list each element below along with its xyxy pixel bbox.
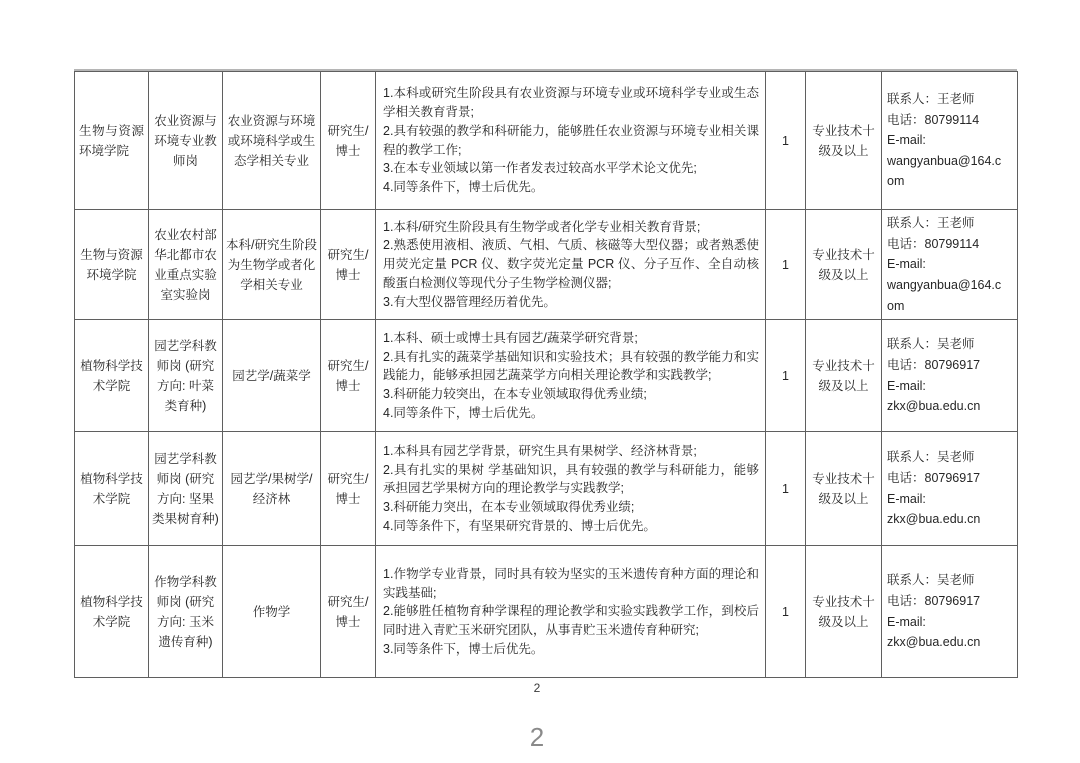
requirement-item: 2.具有扎实的蔬菜学基础知识和实验技术；具有较强的教学能力和实践能力，能够承担园艺蔬菜学方向相关理论教学和实践教学; <box>383 349 759 383</box>
requirement-item: 1.本科或研究生阶段具有农业资源与环境专业或环境科学专业或生态学相关教育背景; <box>383 86 759 119</box>
college-cell: 生物与资源环境学院 <box>75 210 149 320</box>
requirement-item: 2.具有扎实的果树 学基础知识，具有较强的教学与科研能力，能够承担园艺学果树方向的理论教学与实践教学; <box>383 462 759 496</box>
degree-cell: 研究生/博士 <box>321 320 376 432</box>
viewer-page-indicator: 2 <box>529 722 545 752</box>
contact-email: wangyanbua@164.com <box>887 277 1002 313</box>
degree-cell: 研究生/博士 <box>321 72 376 210</box>
title-level-cell: 专业技术十级及以上 <box>806 72 882 210</box>
contact-cell <box>882 320 1018 432</box>
contact-email-label: E-mail: <box>887 257 926 272</box>
contact-cell <box>882 210 1018 320</box>
contact-phone: 电话：80796917 <box>887 471 981 485</box>
major-cell: 作物学 <box>223 546 321 678</box>
degree-cell: 研究生/博士 <box>321 546 376 678</box>
contact-person: 联系人：王老师 <box>887 91 975 106</box>
requirement-item: 4.同等条件下，博士后优先。 <box>383 405 544 420</box>
contact-phone: 电话：80799114 <box>887 112 980 127</box>
title-level-cell: 专业技术十级及以上 <box>806 546 882 678</box>
position-cell: 作物学科教师岗 (研究方向: 玉米遗传育种) <box>149 546 223 678</box>
table-row <box>75 546 1018 678</box>
contact-cell <box>882 546 1018 678</box>
contact-person: 联系人：吴老师 <box>887 450 975 465</box>
table-row <box>75 320 1018 432</box>
college-cell: 植物科学技术学院 <box>75 546 149 678</box>
document-page-number: 2 <box>533 681 541 695</box>
requirements-cell <box>376 72 766 210</box>
contact-phone: 电话：80799114 <box>887 236 980 251</box>
contact-email: wangyanbua@164.com <box>887 153 1002 189</box>
requirement-item: 3.有大型仪器管理经历着优先。 <box>383 294 556 309</box>
contact-cell <box>882 432 1018 546</box>
table-row <box>75 432 1018 546</box>
title-level-cell: 专业技术十级及以上 <box>806 432 882 546</box>
requirement-item: 3.在本专业领域以第一作者发表过较高水平学术论文优先; <box>383 161 697 176</box>
requirements-cell <box>376 210 766 320</box>
contact-email: zkx@bua.edu.cn <box>887 399 981 414</box>
requirement-item: 2.能够胜任植物育种学课程的理论教学和实验实践教学工作，到校后同时进入青贮玉米研究团队，从事青贮玉米遗传育种研究; <box>383 604 759 637</box>
headcount-cell: 1 <box>766 72 806 210</box>
requirement-item: 3.科研能力突出，在本专业领域取得优秀业绩; <box>383 500 635 514</box>
contact-cell <box>882 72 1018 210</box>
major-cell: 本科/研究生阶段为生物学或者化学相关专业 <box>223 210 321 320</box>
headcount-cell: 1 <box>766 432 806 546</box>
requirement-item: 4.同等条件下，博士后优先。 <box>383 180 544 194</box>
contact-phone: 电话：80796917 <box>887 594 981 608</box>
major-cell: 园艺学/果树学/经济林 <box>223 432 321 546</box>
major-cell: 园艺学/蔬菜学 <box>223 320 321 432</box>
requirements-cell <box>376 546 766 678</box>
contact-email-label: E-mail: <box>887 378 926 393</box>
contact-email-label: E-mail: <box>887 614 926 629</box>
position-cell: 园艺学科教师岗 (研究方向: 坚果类果树育种) <box>149 432 223 546</box>
college-cell: 植物科学技术学院 <box>75 320 149 432</box>
title-level-cell: 专业技术十级及以上 <box>806 210 882 320</box>
recruitment-table-wrapper <box>74 69 1017 678</box>
table-row <box>75 72 1018 210</box>
recruitment-table <box>74 71 1018 678</box>
contact-email: zkx@bua.edu.cn <box>887 635 981 650</box>
requirement-item: 1.本科具有园艺学背景，研究生具有果树学、经济林背景; <box>383 443 697 458</box>
title-level-cell: 专业技术十级及以上 <box>806 320 882 432</box>
requirement-item: 1.本科/研究生阶段具有生物学或者化学专业相关教育背景; <box>383 219 701 234</box>
position-cell: 农业资源与环境专业教师岗 <box>149 72 223 210</box>
requirement-item: 3.科研能力较突出，在本专业领域取得优秀业绩; <box>383 387 647 401</box>
requirement-item: 1.本科、硕士或博士具有园艺/蔬菜学研究背景; <box>383 330 638 345</box>
contact-email: zkx@bua.edu.cn <box>887 512 981 527</box>
contact-email-label: E-mail: <box>887 491 926 506</box>
headcount-cell: 1 <box>766 320 806 432</box>
requirement-item: 2.熟悉使用液相、液质、气相、气质、核磁等大型仪器；或者熟悉使用荧光定量 PCR 仪、数字荧光定量 PCR 仪、分子互作、全自动核酸蛋白检测仪等现代分子生物学检测仪器; <box>383 238 759 290</box>
headcount-cell: 1 <box>766 210 806 320</box>
position-cell: 园艺学科教师岗 (研究方向: 叶菜类育种) <box>149 320 223 432</box>
requirement-item: 3.同等条件下，博士后优先。 <box>383 641 544 656</box>
major-cell: 农业资源与环境或环境科学或生态学相关专业 <box>223 72 321 210</box>
requirements-cell <box>376 432 766 546</box>
contact-person: 联系人：吴老师 <box>887 573 975 588</box>
contact-phone: 电话：80796917 <box>887 358 981 372</box>
table-row <box>75 210 1018 320</box>
contact-person: 联系人：王老师 <box>887 216 975 230</box>
contact-person: 联系人：吴老师 <box>887 337 975 352</box>
college-cell: 植物科学技术学院 <box>75 432 149 546</box>
position-cell: 农业农村部华北都市农业重点实验室实验岗 <box>149 210 223 320</box>
headcount-cell: 1 <box>766 546 806 678</box>
requirements-cell <box>376 320 766 432</box>
college-cell: 生物与资源环境学院 <box>75 72 149 210</box>
degree-cell: 研究生/博士 <box>321 210 376 320</box>
requirement-item: 2.具有较强的教学和科研能力，能够胜任农业资源与环境专业相关课程的教学工作; <box>383 123 759 157</box>
contact-email-label: E-mail: <box>887 133 926 148</box>
requirement-item: 4.同等条件下，有坚果研究背景的、博士后优先。 <box>383 518 656 533</box>
requirement-item: 1.作物学专业背景，同时具有较为坚实的玉米遗传育种方面的理论和实践基础; <box>383 566 759 600</box>
degree-cell: 研究生/博士 <box>321 432 376 546</box>
